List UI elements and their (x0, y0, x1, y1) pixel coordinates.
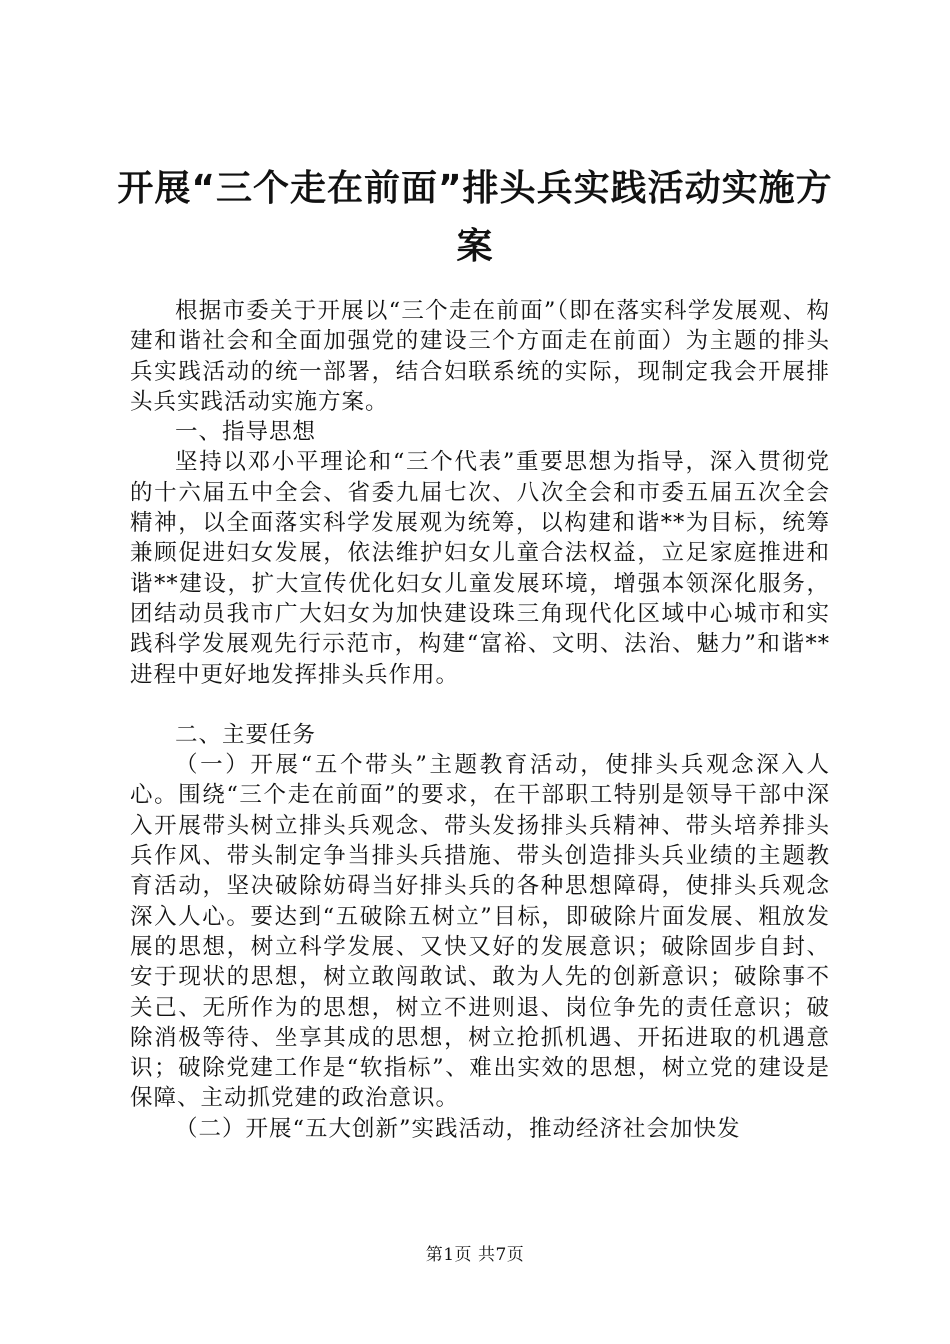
guiding-ideology-paragraph: 坚持以邓小平理论和“三个代表”重要思想为指导，深入贯彻党的十六届五中全会、省委九届七次、八次全会和市委五届五次全会精神，以全面落实科学发展观为统筹，以构建和谐**为目标，统筹兼顾促进妇女发展，依法维护妇女儿童合法权益，立足家庭推进和谐**建设，扩大宣传优化妇女儿童发展环境，增强本领深化服务，团结动员我市广大妇女为加快建设珠三角现代化区域中心城市和实践科学发展观先行示范市，构建“富裕、文明、法治、魅力”和谐**进程中更好地发挥排头兵作用。 (130, 449, 830, 688)
page-number-footer: 第1页 共7页 (425, 1245, 525, 1265)
document-body (130, 296, 830, 1144)
section-heading-main-tasks: 二、主要任务 (175, 721, 317, 748)
document-title-line-1: 开展“三个走在前面”排头兵实践活动实施方 (117, 168, 833, 209)
task-two-paragraph: （二）开展“五大创新”实践活动，推动经济社会加快发 (175, 1115, 741, 1142)
intro-paragraph: 根据市委关于开展以“三个走在前面”（即在落实科学发展观、构建和谐社会和全面加强党的建设三个方面走在前面）为主题的排头兵实践活动的统一部署，结合妇联系统的实际，现制定我会开展排头兵实践活动实施方案。 (130, 298, 830, 415)
document-title-line-2: 案 (456, 226, 494, 267)
task-one-paragraph: （一）开展“五个带头”主题教育活动，使排头兵观念深入人心。围绕“三个走在前面”的要求，在干部职工特别是领导干部中深入开展带头树立排头兵观念、带头发扬排头兵精神、带头培养排头兵作风、带头制定争当排头兵措施、带头创造排头兵业绩的主题教育活动，坚决破除妨碍当好排头兵的各种思想障碍，使排头兵观念深入人心。要达到“五破除五树立”目标，即破除片面发展、粗放发展的思想，树立科学发展、又快又好的发展意识；破除固步自封、安于现状的思想，树立敢闯敢试、敢为人先的创新意识；破除事不关己、无所作为的思想，树立不进则退、岗位争先的责任意识；破除消极等待、坐享其成的思想，树立抢抓机遇、开拓进取的机遇意识；破除党建工作是“软指标”、难出实效的思想，树立党的建设是保障、主动抓党建的政治意识。 (130, 752, 830, 1112)
section-heading-guiding-ideology: 一、指导思想 (175, 419, 317, 446)
